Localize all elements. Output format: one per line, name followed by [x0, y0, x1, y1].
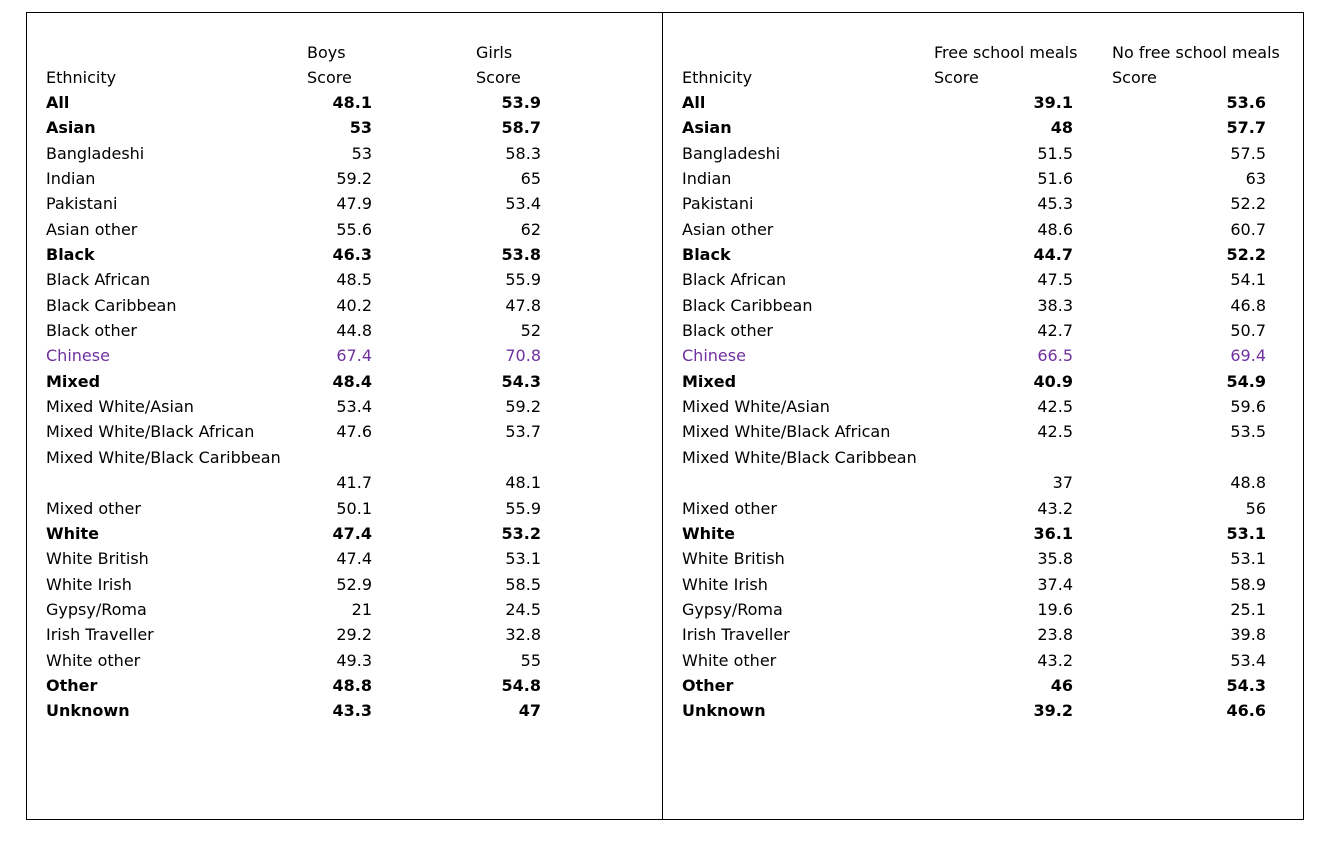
- table-row: [46, 419, 646, 444]
- score-value-col2: 55.9: [505, 498, 541, 518]
- ethnicity-label: Irish Traveller: [46, 625, 154, 645]
- score-value-col1: 49.3: [336, 650, 372, 670]
- score-value-col1: 42.7: [1037, 321, 1073, 341]
- score-value-col1: 46.3: [332, 245, 372, 265]
- score-value-col2: 59.6: [1230, 397, 1266, 417]
- score-value-col1: 52.9: [336, 574, 372, 594]
- ethnicity-label: Gypsy/Roma: [682, 599, 783, 619]
- score-value-col2: 53.1: [1230, 549, 1266, 569]
- table-row: [682, 90, 1292, 115]
- meals-table-rows: [682, 90, 1292, 724]
- ethnicity-label: Mixed other: [682, 498, 777, 518]
- ethnicity-label: Black: [682, 245, 731, 265]
- score-value-col2: 52: [520, 321, 541, 341]
- score-value-col2: 63: [1245, 169, 1266, 189]
- ethnicity-label: Asian other: [682, 219, 774, 239]
- score-value-col1: 66.5: [1037, 346, 1073, 366]
- gender-table-header: [46, 38, 646, 90]
- ethnicity-label: Other: [682, 675, 734, 695]
- table-row: [46, 267, 646, 292]
- score-value-col1: 43.2: [1037, 498, 1073, 518]
- meals-score-table: [682, 38, 1292, 724]
- score-value-col1: 46: [1050, 675, 1073, 695]
- score-value-col2: 24.5: [505, 599, 541, 619]
- score-value-col2: 39.8: [1230, 625, 1266, 645]
- table-row: [46, 546, 646, 571]
- table-row: [682, 343, 1292, 368]
- table-row: [682, 217, 1292, 242]
- ethnicity-label: Mixed White/Black Caribbean: [46, 447, 281, 467]
- score-value-col2: 47: [518, 701, 541, 721]
- score-value-col2: 58.3: [505, 143, 541, 163]
- score-value-col1: 40.9: [1033, 371, 1073, 391]
- ethnicity-label: Black Caribbean: [46, 295, 177, 315]
- free-meals-score-header: Score: [934, 68, 979, 87]
- score-value-col1: 48.8: [332, 675, 372, 695]
- score-value-col1: 48.5: [336, 270, 372, 290]
- ethnicity-label: Mixed White/Black Caribbean: [682, 447, 917, 467]
- score-value-col2: 58.5: [505, 574, 541, 594]
- girls-score-header: Score: [476, 68, 521, 87]
- ethnicity-label: Asian: [682, 118, 732, 138]
- score-value-col2: 58.7: [501, 118, 541, 138]
- ethnicity-label: Chinese: [46, 346, 110, 366]
- score-value-col2: 57.7: [1226, 118, 1266, 138]
- ethnicity-label: Indian: [46, 169, 96, 189]
- score-value-col1: 38.3: [1037, 295, 1073, 315]
- score-value-col1: 67.4: [336, 346, 372, 366]
- score-value-col2: 53.9: [501, 93, 541, 112]
- table-row: [46, 115, 646, 140]
- score-value-col1: 59.2: [336, 169, 372, 189]
- table-row: [46, 597, 646, 622]
- ethnicity-label: Mixed White/Asian: [682, 397, 830, 417]
- table-row: [682, 267, 1292, 292]
- ethnicity-label: White: [682, 523, 736, 543]
- score-value-col1: 47.9: [336, 194, 372, 214]
- ethnicity-label: Asian: [46, 118, 96, 138]
- score-value-col1: 37: [1052, 472, 1073, 492]
- table-row: [46, 521, 646, 546]
- score-value-col2: 46.6: [1226, 701, 1266, 721]
- table-row: [46, 572, 646, 597]
- table-row: [682, 141, 1292, 166]
- ethnicity-label: Bangladeshi: [46, 143, 145, 163]
- score-value-col2: 47.8: [505, 295, 541, 315]
- score-value-col1: 43.3: [332, 701, 372, 721]
- ethnicity-label: Asian other: [46, 219, 138, 239]
- score-value-col2: 69.4: [1230, 346, 1266, 366]
- ethnicity-label: Mixed White/Asian: [46, 397, 194, 417]
- gender-score-table: [46, 38, 646, 724]
- ethnicity-label: Mixed White/Black African: [682, 422, 891, 442]
- score-value-col2: 48.1: [505, 472, 541, 492]
- table-row: [682, 597, 1292, 622]
- table-row: [682, 419, 1292, 444]
- score-value-col2: 32.8: [505, 625, 541, 645]
- table-row: [682, 622, 1292, 647]
- table-row: [46, 191, 646, 216]
- free-meals-header: Free school meals: [934, 43, 1078, 62]
- ethnicity-label: White Irish: [46, 574, 132, 594]
- score-value-col2: 54.8: [501, 675, 541, 695]
- table-row: [46, 369, 646, 394]
- table-row: [46, 90, 646, 115]
- table-row: [682, 648, 1292, 673]
- ethnicity-label: Other: [46, 675, 98, 695]
- score-value-col2: 57.5: [1230, 143, 1266, 163]
- ethnicity-label: Black African: [46, 270, 151, 290]
- ethnicity-label: Black other: [46, 321, 137, 341]
- ethnicity-label: Black African: [682, 270, 787, 290]
- score-value-col2: 53.8: [501, 245, 541, 265]
- ethnicity-label: Indian: [682, 169, 732, 189]
- table-row: [46, 343, 646, 368]
- score-value-col2: 54.9: [1226, 371, 1266, 391]
- table-row: [682, 496, 1292, 521]
- table-row: [46, 622, 646, 647]
- score-value-col1: 43.2: [1037, 650, 1073, 670]
- ethnicity-label: Black Caribbean: [682, 295, 813, 315]
- table-row: [46, 394, 646, 419]
- score-value-col1: 47.4: [336, 549, 372, 569]
- table-row: [46, 648, 646, 673]
- boys-header: Boys: [307, 43, 346, 62]
- score-value-col1: 47.5: [1037, 270, 1073, 290]
- table-row: [46, 141, 646, 166]
- score-value-col1: 47.6: [336, 422, 372, 442]
- ethnicity-label: White other: [46, 650, 141, 670]
- ethnicity-label: Black: [46, 245, 95, 265]
- score-value-col2: 70.8: [505, 346, 541, 366]
- table-row: [682, 521, 1292, 546]
- girls-header: Girls: [476, 43, 513, 62]
- ethnicity-label: Mixed: [682, 371, 737, 391]
- table-row: [682, 698, 1292, 723]
- score-value-col1: 48.1: [332, 93, 372, 112]
- ethnicity-label: Mixed other: [46, 498, 141, 518]
- ethnicity-label: Black other: [682, 321, 773, 341]
- table-row: [46, 166, 646, 191]
- score-value-col2: 54.3: [1226, 675, 1266, 695]
- table-row: [682, 191, 1292, 216]
- score-value-col1: 45.3: [1037, 194, 1073, 214]
- score-value-col2: 62: [520, 219, 541, 239]
- score-value-col2: 53.1: [505, 549, 541, 569]
- table-row: [682, 394, 1292, 419]
- score-value-col1: 40.2: [336, 295, 372, 315]
- score-value-col1: 21: [351, 599, 372, 619]
- score-value-col2: 54.1: [1230, 270, 1266, 290]
- table-row: [46, 318, 646, 343]
- score-value-col1: 53: [349, 118, 372, 138]
- ethnicity-label: White: [46, 523, 100, 543]
- table-row: [682, 546, 1292, 571]
- score-value-col1: 48: [1050, 118, 1073, 138]
- score-value-col2: 53.7: [505, 422, 541, 442]
- table-row: [46, 673, 646, 698]
- score-value-col1: 42.5: [1037, 397, 1073, 417]
- table-row: [682, 293, 1292, 318]
- table-row: [46, 496, 646, 521]
- score-value-col2: 59.2: [505, 397, 541, 417]
- table-row: [46, 698, 646, 723]
- ethnicity-label: White British: [46, 549, 149, 569]
- table-row: [682, 166, 1292, 191]
- table-row: [46, 242, 646, 267]
- score-value-col2: 46.8: [1230, 295, 1266, 315]
- score-value-col1: 55.6: [336, 219, 372, 239]
- ethnicity-label: Mixed White/Black African: [46, 422, 255, 442]
- score-value-col1: 50.1: [336, 498, 372, 518]
- score-value-col1: 39.2: [1033, 701, 1073, 721]
- table-row: [682, 445, 1292, 496]
- gender-table-rows: [46, 90, 646, 724]
- ethnicity-label: Bangladeshi: [682, 143, 781, 163]
- score-value-col1: 35.8: [1037, 549, 1073, 569]
- score-value-col1: 51.5: [1037, 143, 1073, 163]
- score-value-col2: 53.2: [501, 523, 541, 543]
- ethnicity-label: Mixed: [46, 371, 101, 391]
- score-value-col1: 53.4: [336, 397, 372, 417]
- score-value-col2: 54.3: [501, 371, 541, 391]
- ethnicity-label: Pakistani: [682, 194, 754, 214]
- score-value-col1: 42.5: [1037, 422, 1073, 442]
- score-value-col1: 47.4: [332, 523, 372, 543]
- boys-score-header: Score: [307, 68, 352, 87]
- score-value-col2: 48.8: [1230, 472, 1266, 492]
- table-row: [46, 293, 646, 318]
- score-value-col1: 29.2: [336, 625, 372, 645]
- ethnicity-label: White other: [682, 650, 777, 670]
- no-free-meals-score-header: Score: [1112, 68, 1157, 87]
- score-value-col2: 53.4: [1230, 650, 1266, 670]
- score-value-col2: 55: [520, 650, 541, 670]
- score-value-col1: 44.7: [1033, 245, 1073, 265]
- score-value-col2: 58.9: [1230, 574, 1266, 594]
- score-value-col1: 36.1: [1033, 523, 1073, 543]
- score-value-col1: 41.7: [336, 472, 372, 492]
- column-divider: [662, 12, 663, 820]
- table-row: [682, 115, 1292, 140]
- table-row: [682, 318, 1292, 343]
- ethnicity-label: Irish Traveller: [682, 625, 790, 645]
- score-value-col2: 25.1: [1230, 599, 1266, 619]
- score-value-col1: 23.8: [1037, 625, 1073, 645]
- score-value-col1: 53: [351, 143, 372, 163]
- ethnicity-header: Ethnicity: [46, 68, 117, 87]
- score-value-col2: 55.9: [505, 270, 541, 290]
- score-value-col2: 53.4: [505, 194, 541, 214]
- ethnicity-label: Gypsy/Roma: [46, 599, 147, 619]
- score-value-col2: 53.6: [1226, 93, 1266, 112]
- table-row: [682, 242, 1292, 267]
- ethnicity-label: White Irish: [682, 574, 768, 594]
- ethnicity-label: Unknown: [46, 701, 130, 721]
- score-value-col2: 56: [1245, 498, 1266, 518]
- score-value-col1: 37.4: [1037, 574, 1073, 594]
- score-value-col2: 52.2: [1226, 245, 1266, 265]
- ethnicity-label: Unknown: [682, 701, 766, 721]
- ethnicity-label: Pakistani: [46, 194, 118, 214]
- score-value-col1: 48.6: [1037, 219, 1073, 239]
- score-value-col2: 60.7: [1230, 219, 1266, 239]
- score-value-col2: 53.5: [1230, 422, 1266, 442]
- score-value-col2: 65: [520, 169, 541, 189]
- no-free-meals-header: No free school meals: [1112, 43, 1280, 62]
- table-row: [46, 445, 646, 496]
- score-value-col2: 52.2: [1230, 194, 1266, 214]
- score-value-col2: 50.7: [1230, 321, 1266, 341]
- table-row: [682, 673, 1292, 698]
- ethnicity-label: All: [682, 93, 706, 112]
- score-value-col1: 39.1: [1033, 93, 1073, 112]
- meals-table-header: [682, 38, 1292, 90]
- table-row: [682, 369, 1292, 394]
- score-value-col1: 51.6: [1037, 169, 1073, 189]
- score-value-col2: 53.1: [1226, 523, 1266, 543]
- table-row: [46, 217, 646, 242]
- score-value-col1: 19.6: [1037, 599, 1073, 619]
- ethnicity-label: All: [46, 93, 70, 112]
- ethnicity-label: Chinese: [682, 346, 746, 366]
- score-value-col1: 44.8: [336, 321, 372, 341]
- score-value-col1: 48.4: [332, 371, 372, 391]
- table-row: [682, 572, 1292, 597]
- ethnicity-header: Ethnicity: [682, 68, 753, 87]
- ethnicity-label: White British: [682, 549, 785, 569]
